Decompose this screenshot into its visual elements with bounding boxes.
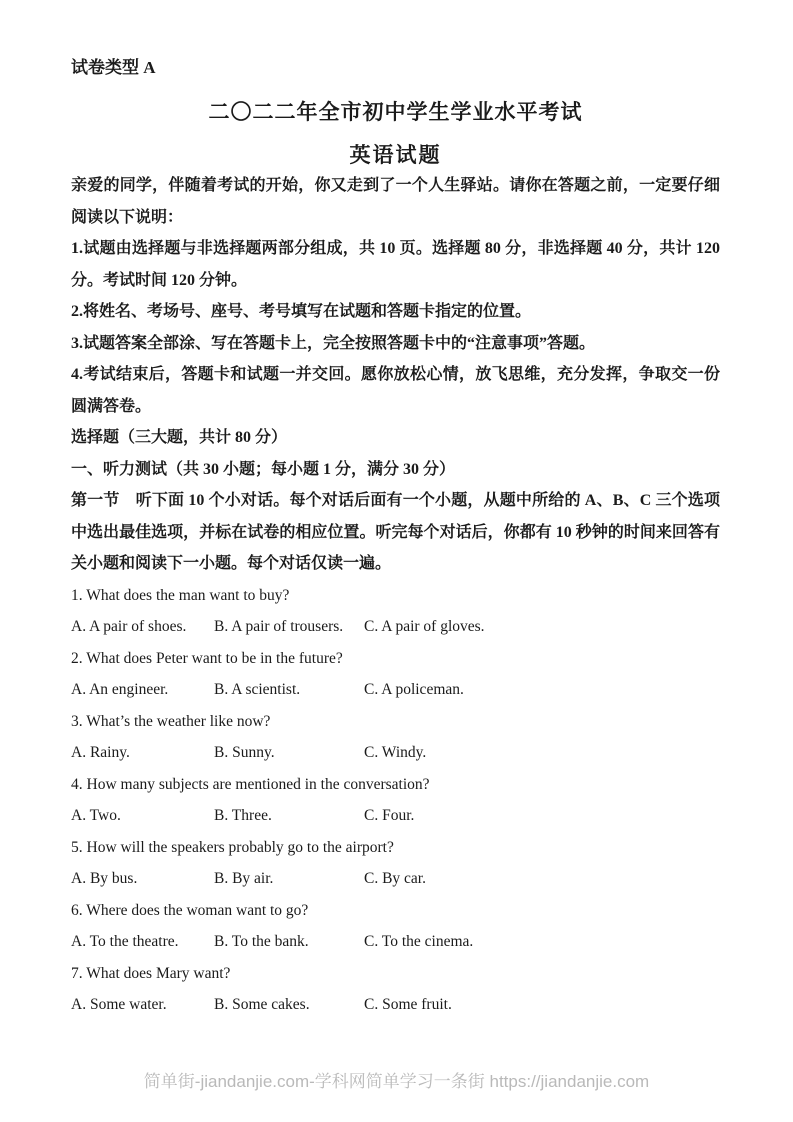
option-c: C. Four. [364, 807, 415, 824]
option-a: A. Some water. [71, 996, 167, 1013]
question-text: 1. What does the man want to buy? [71, 586, 290, 604]
question-options [71, 800, 720, 832]
exam-body [71, 170, 720, 1021]
option-c: C. By car. [364, 870, 426, 887]
option-a: A. Rainy. [71, 744, 130, 761]
exam-title: 二〇二二年全市初中学生学业水平考试 [208, 100, 583, 124]
question-options [71, 989, 720, 1021]
question-options [71, 863, 720, 895]
instruction-1: 1.试题由选择题与非选择题两部分组成，共 10 页。选择题 80 分，非选择题 40 分，共计 120 分。考试时间 120 分钟。 [71, 240, 720, 289]
instruction-2: 2.将姓名、考场号、座号、考号填写在试题和答题卡指定的位置。 [71, 303, 532, 320]
question-options [71, 611, 720, 643]
question-text: 7. What does Mary want? [71, 964, 231, 982]
question-options [71, 674, 720, 706]
option-b: B. A scientist. [214, 681, 301, 698]
option-c: C. A pair of gloves. [364, 618, 485, 635]
intro-paragraph: 亲爱的同学，伴随着考试的开始，你又走到了一个人生驿站。请你在答题之前，一定要仔细阅读以下说明： [71, 177, 720, 226]
question-text: 4. How many subjects are mentioned in the conversation? [71, 775, 430, 793]
question-options [71, 737, 720, 769]
option-a: A. An engineer. [71, 681, 169, 698]
option-b: B. To the bank. [214, 933, 309, 950]
option-b: B. Sunny. [214, 744, 275, 761]
option-c: C. A policeman. [364, 681, 464, 698]
question-text: 2. What does Peter want to be in the future? [71, 649, 343, 667]
part-heading: 一、听力测试（共 30 小题；每小题 1 分，满分 30 分） [71, 460, 456, 478]
option-a: A. By bus. [71, 870, 138, 887]
option-b: B. By air. [214, 870, 274, 887]
instruction-4: 4.考试结束后，答题卡和试题一并交回。愿你放松心情，放飞思维，充分发挥，争取交一份圆满答卷。 [71, 366, 720, 415]
exam-subtitle: 英语试题 [349, 143, 442, 167]
question-text: 3. What’s the weather like now? [71, 712, 271, 730]
option-a: A. Two. [71, 807, 121, 824]
option-c: C. Windy. [364, 744, 427, 761]
option-b: B. Some cakes. [214, 996, 310, 1013]
section1-instructions: 第一节 听下面 10 个小对话。每个对话后面有一个小题，从题中所给的 A、B、C 三个选项中选出最佳选项，并标在试卷的相应位置。听完每个对话后，你都有 10 秒钟的时间来回答有关小题和阅读下一小题。每个对话仅读一遍。 [71, 492, 720, 572]
instruction-3: 3.试题答案全部涂、写在答题卡上，完全按照答题卡中的“注意事项”答题。 [71, 334, 596, 352]
watermark-footer: 简单街-jiandanjie.com-学科网简单学习一条街 https://jiandanjie.com [143, 1072, 650, 1091]
option-a: A. To the theatre. [71, 933, 179, 950]
option-c: C. Some fruit. [364, 996, 452, 1013]
paper-type-label: 试卷类型 A [71, 58, 156, 77]
option-c: C. To the cinema. [364, 933, 474, 950]
question-options [71, 926, 720, 958]
question-text: 6. Where does the woman want to go? [71, 901, 309, 919]
section-heading: 选择题（三大题，共计 80 分） [71, 429, 288, 446]
option-b: B. Three. [214, 807, 272, 824]
option-b: B. A pair of trousers. [214, 618, 344, 635]
option-a: A. A pair of shoes. [71, 618, 187, 635]
question-text: 5. How will the speakers probably go to the airport? [71, 838, 394, 856]
